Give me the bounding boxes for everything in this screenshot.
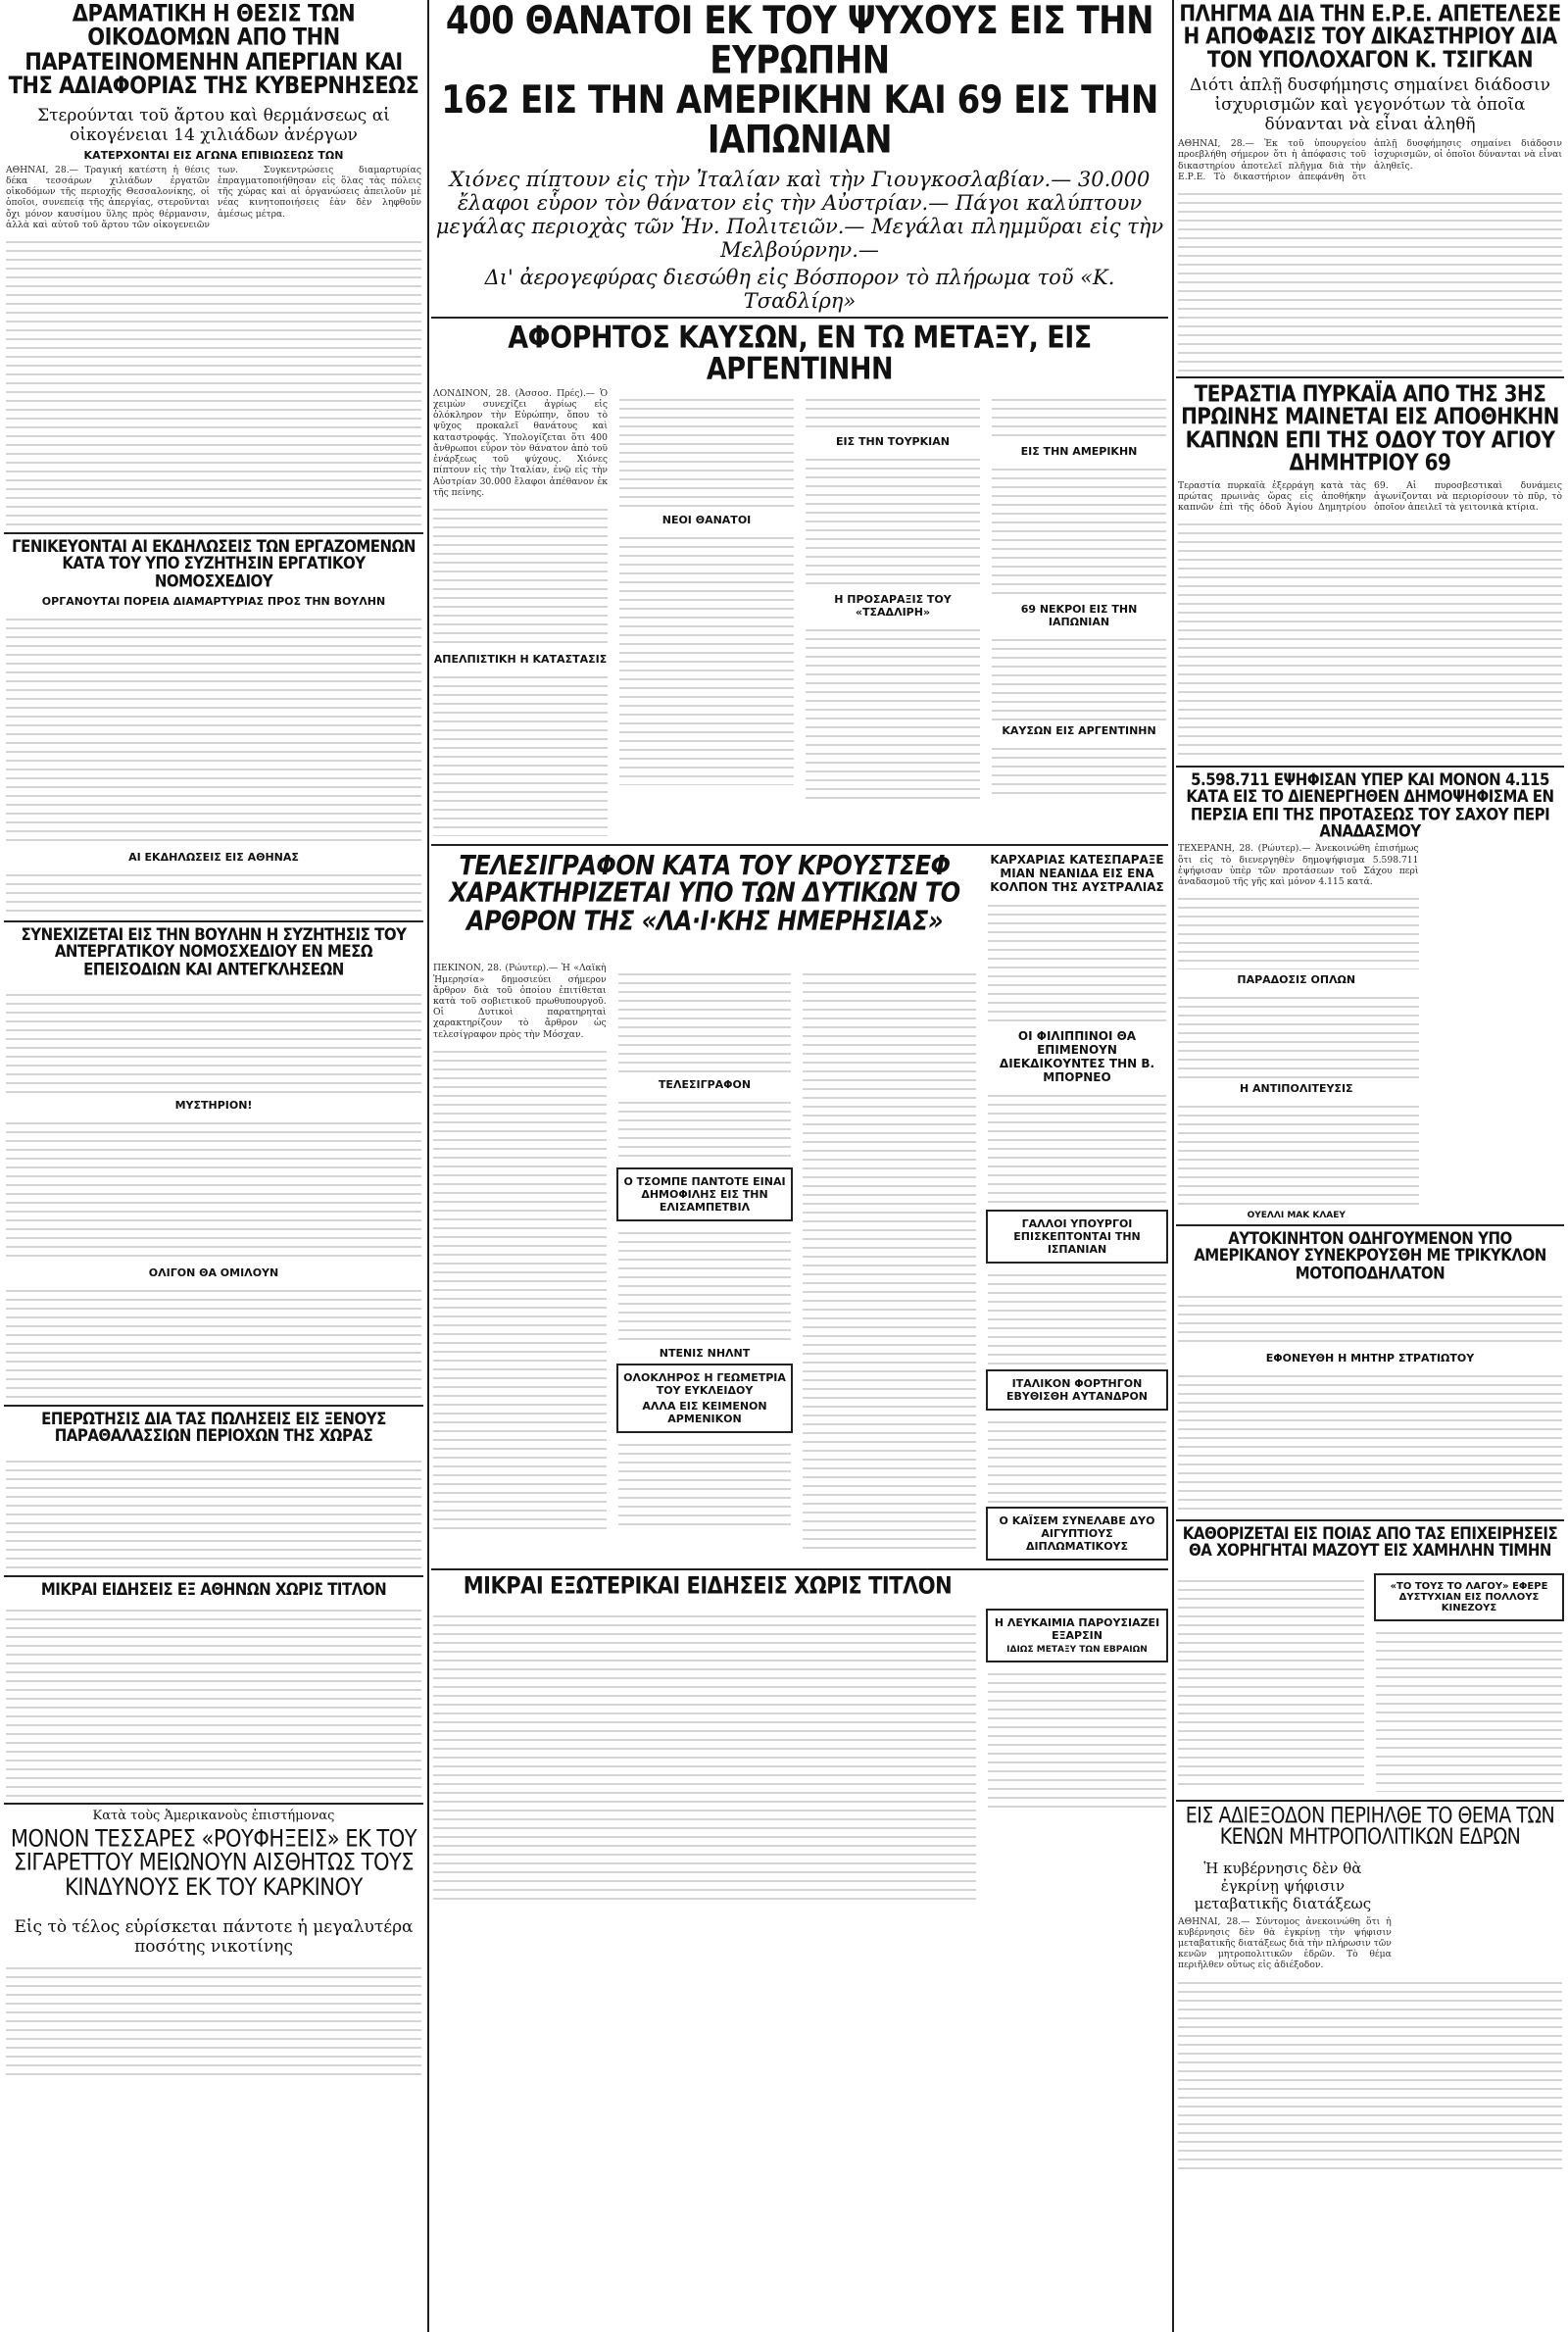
divider — [1176, 1800, 1564, 1802]
body-filler — [6, 1960, 421, 2078]
body-ere: ΑΘΗΝΑΙ, 28.— Ἐκ τοῦ ὑπουργείου προεβλήθη σήμερον ὅτι ἡ ἀπόφασις τοῦ δικαστηρίου ἀποτελεῖ πλῆγμα διὰ τὴν Ε.Ρ.Ε. Τὸ δικαστήριον ἀπεφάνθη ὅτι ἁπλῇ δυσφήμησις σημαίνει διάδοσιν ἰσχυρισμῶν, οἱ ὁποῖοι δύνανται νὰ εἶναι ἀληθεῖς. — [1178, 138, 1562, 182]
sub-cairo: Ο ΚΑΪΣΕΜ ΣΥΝΕΛΑΒΕ ΔΥΟ ΑΙΓΥΠΤΙΟΥΣ ΔΙΠΛΩΜΑΤΙΚΟΥΣ — [999, 1513, 1155, 1553]
sub-america: ΕΙΣ ΤΗΝ ΑΜΕΡΙΚΗΝ — [1020, 444, 1138, 458]
sub-armenian: ΑΛΛΑ ΕΙΣ ΚΕΙΜΕΝΟΝ ΑΡΜΕΝΙΚΟΝ — [642, 1400, 767, 1426]
body-filler — [6, 1603, 421, 1799]
sub-mystery: ΜΥΣΤΗΡΙΟΝ! — [174, 1098, 253, 1112]
sub-japan: 69 ΝΕΚΡΟΙ ΕΙΣ ΤΗΝ ΙΑΠΩΝΙΑΝ — [1020, 602, 1138, 628]
sub-tshombe: Ο ΤΣΟΜΠΕ ΠΑΝΤΟΤΕ ΕΙΝΑΙ ΔΗΜΟΦΙΛΗΣ ΕΙΣ ΤΗΝ ΕΛΙΣΑΜΠΕΤΒΙΛ — [623, 1175, 786, 1215]
body-filler — [6, 987, 421, 1095]
divider — [4, 1575, 423, 1577]
body-filler — [618, 1437, 792, 1525]
headline-athens-news: ΜΙΚΡΑΙ ΕΙΔΗΣΕΙΣ ΕΞ ΑΘΗΝΩΝ ΧΩΡΙΣ ΤΙΤΛΟΝ — [40, 1579, 387, 1600]
headline-fire: ΤΕΡΑΣΤΙΑ ΠΥΡΚΑΪΑ ΑΠΟ ΤΗΣ 3ΗΣ ΠΡΩΙΝΗΣ ΜΑΙΝΕΤΑΙ ΕΙΣ ΑΠΟΘΗΚΗΝ ΚΑΠΝΩΝ ΕΠΙ ΤΗΣ ΟΔΟΥ ΤΟΥ ΑΓΙΟΥ ΔΗΜΗΤΡΙΟΥ 69 — [1181, 379, 1559, 476]
side-briefs — [986, 850, 1168, 1564]
tele-col-2 — [616, 963, 794, 1559]
body-filler — [619, 392, 794, 510]
banner-america-japan: 162 ΕΙΣ ΤΗΝ ΑΜΕΡΙΚΗΝ ΚΑΙ 69 ΕΙΣ ΤΗΝ ΙΑΠΩΝΙΑΝ — [441, 77, 1158, 163]
body-filler — [992, 632, 1166, 720]
leukemia-block — [986, 1605, 1168, 1907]
story-grid-mid — [431, 850, 1168, 1564]
sub-march: ΟΡΓΑΝΟΥΤΑΙ ΠΟΡΕΙΑ ΔΙΑΜΑΡΤΥΡΙΑΣ ΠΡΟΣ ΤΗΝ ΒΟΥΛΗΝ — [41, 594, 386, 608]
sub-new-deaths: ΝΕΟΙ ΘΑΝΑΤΟΙ — [662, 513, 752, 526]
body-persia: ΤΕΧΕΡΑΝΗ, 28. (Ρώυτερ).— Ἀνεκοινώθη ἐπισήμως ὅτι εἰς τὸ διενεργηθὲν δημοψήφισμα 5.598.711 ἐψήφισαν ὑπὲρ τῶν προτάσεων τοῦ Σάχου περὶ ἀναδασμοῦ τῆς γῆς καὶ μόνον 4.115 κατά. — [1178, 843, 1419, 888]
headline-heat-argentina: ΑΦΟΡΗΤΟΣ ΚΑΥΣΩΝ, ΕΝ ΤΩ ΜΕΤΑΞΥ, ΕΙΣ ΑΡΓΕΝΤΙΝΗΝ — [508, 320, 1092, 386]
sub-rescue: Η ΠΡΟΣΑΡΑΞΙΣ ΤΟΥ «ΤΣΑΔΛΙΡΗ» — [834, 592, 952, 619]
body-filler — [6, 234, 421, 528]
sub-mother-killed: ΕΦΟΝΕΥΘΗ Η ΜΗΤΗΡ ΣΤΡΑΤΙΩΤΟΥ — [1265, 1352, 1475, 1365]
body-filler — [433, 1044, 607, 1534]
box-leukemia — [986, 1609, 1168, 1662]
headline-foreign-briefs: ΜΙΚΡΑΙ ΕΞΩΤΕΡΙΚΑΙ ΕΙΔΗΣΕΙΣ ΧΩΡΙΣ ΤΙΤΛΟΝ — [463, 1571, 953, 1600]
left-column — [4, 0, 423, 2332]
body-filler — [1178, 186, 1562, 372]
box-italian — [986, 1369, 1168, 1411]
story-col-2 — [617, 388, 796, 840]
body-filler — [1376, 1625, 1562, 1792]
box-cairo — [986, 1507, 1168, 1561]
headline-cigarette: ΜΟΝΟΝ ΤΕΣΣΑΡΕΣ «ΡΟΥΦΗΞΕΙΣ» ΕΚ ΤΟΥ ΣΙΓΑΡΕΤΤΟΥ ΜΕΙΩΝΟΥΝ ΑΙΣΘΗΤΩΣ ΤΟΥΣ ΚΙΝΔΥΝΟΥΣ ΕΚ ΤΟΥ ΚΑΡΚΙΝΟΥ — [10, 1824, 417, 1901]
headline-khrushchev: ΤΕΛΕΣΙΓΡΑΦΟΝ ΚΑΤΑ ΤΟΥ ΚΡΟΥΣΤΣΕΦ ΧΑΡΑΚΤΗΡΙΖΕΤΑΙ ΥΠΟ ΤΩΝ ΔΥΤΙΚΩΝ ΤΟ ΑΡΘΡΟΝ ΤΗΣ «ΛΑ·Ι·ΚΗΣ ΗΜΕΡΗΣΙΑΣ» — [449, 849, 960, 937]
headline-persia-vote: 5.598.711 ΕΨΗΦΙΣΑΝ ΥΠΕΡ ΚΑΙ ΜΟΝΟΝ 4.115 ΚΑΤΑ ΕΙΣ ΤΟ ΔΙΕΝΕΡΓΗΘΕΝ ΔΗΜΟΨΗΦΙΣΜΑ ΕΝ ΠΕΡΣΙΑ ΕΠΙ ΤΗΣ ΠΡΟΤΑΣΕΩΣ ΤΟΥ ΣΑΧΟΥ ΠΕΡΙ ΑΝΑΔΑΣΜΟΥ — [1186, 769, 1554, 842]
box-gallic — [986, 1210, 1168, 1264]
rabbit-col — [1374, 1569, 1564, 1796]
sub-italian: ΙΤΑΛΙΚΟΝ ΦΟΡΤΗΓΟΝ ΕΒΥΘΙΣΘΗ ΑΥΤΑΝΔΡΟΝ — [1005, 1376, 1149, 1403]
divider — [4, 1803, 423, 1805]
box-euclid — [616, 1364, 794, 1433]
body-filler — [1178, 1368, 1562, 1515]
body-filler — [6, 1116, 421, 1263]
sub-opposition: Η ΑΝΤΙΠΟΛΙΤΕΥΣΙΣ — [1239, 1082, 1353, 1096]
body-filler — [803, 967, 976, 1555]
divider — [431, 317, 1168, 319]
sub-heat: ΚΑΥΣΩΝ ΕΙΣ ΑΡΓΕΝΤΙΝΗΝ — [1002, 723, 1156, 737]
divider — [4, 920, 423, 922]
sub-builders: ΚΑΤΕΡΧΟΝΤΑΙ ΕΙΣ ΑΓΩΝΑ ΕΠΙΒΙΩΣΕΩΣ ΤΩΝ — [83, 148, 344, 162]
body-filler — [806, 452, 980, 589]
story-col-3 — [804, 388, 982, 840]
deck-metropolitan: Ἡ κυβέρνησις δὲν θὰ ἐγκρίνῃ ψήφισιν μεταβατικῆς διατάξεως — [1194, 1859, 1372, 1912]
body-filler — [1178, 1975, 1562, 2171]
body-filler — [433, 1609, 976, 1903]
sub-weapons: ΠΑΡΑΔΟΣΙΣ ΟΠΛΩΝ — [1237, 973, 1356, 987]
body-filler — [992, 462, 1166, 599]
body-filler — [433, 670, 608, 836]
headline-metropolitan: ΕΙΣ ΑΔΙΕΞΟΔΟΝ ΠΕΡΙΗΛΘΕ ΤΟ ΘΕΜΑ ΤΩΝ ΚΕΝΩΝ ΜΗΤΡΟΠΟΛΙΤΙΚΩΝ ΕΔΡΩΝ — [1185, 1803, 1555, 1851]
body-filler — [6, 868, 421, 917]
mazut-grid — [1176, 1569, 1564, 1796]
sub-tele: ΤΕΛΕΣΙΓΡΑΦΟΝ — [658, 1078, 752, 1092]
sub-state: ΑΠΕΛΠΙΣΤΙΚΗ Η ΚΑΤΑΣΤΑΣΙΣ — [433, 652, 608, 666]
body-filler — [1178, 990, 1419, 1078]
tele-col-3 — [801, 963, 978, 1559]
sub-leukemia-2: ΙΔΙΩΣ ΜΕΤΑΞΥ ΤΩΝ ΕΒΡΑΙΩΝ — [1006, 1645, 1148, 1656]
headline-coastal: ΕΠΕΡΩΤΗΣΙΣ ΔΙΑ ΤΑΣ ΠΩΛΗΣΕΙΣ ΕΙΣ ΞΕΝΟΥΣ ΠΑΡΑΘΑΛΑΣΣΙΩΝ ΠΕΡΙΟΧΩΝ ΤΗΣ ΧΩΡΑΣ — [41, 1408, 386, 1446]
body-filler — [992, 741, 1166, 800]
body-filler — [1178, 517, 1562, 762]
sub-euclid: ΟΛΟΚΛΗΡΟΣ Η ΓΕΩΜΕΤΡΙΑ ΤΟΥ ΕΥΚΛΕΙΔΟΥ — [623, 1371, 786, 1398]
body-builders: ΑΘΗΝΑΙ, 28.— Τραγική κατέστη ἡ θέσις δέκα τεσσάρων χιλιάδων ἐργατῶν οἰκοδόμων τῆς περιοχῆς Θεσσαλονίκης, οἱ ὁποῖοι, συνεπείᾳ τῆς ἀπεργίας, στεροῦνται ὄχι μόνον καυσίμου ὕλης πρὸς θέρμανσιν, ἀλλὰ καὶ αὐτοῦ τοῦ ἄρτου τῶν οἰκογενειῶν των. Συγκεντρώσεις διαμαρτυρίας ἐπραγματοποιήθησαν εἰς ὅλας τὰς πόλεις τῆς χώρας καὶ αἱ ὀργανώσεις ἀπειλοῦν μὲ νέας κινητοποιήσεις ἐὰν δὲν ληφθοῦν ἀμέσως μέτρα. — [6, 164, 421, 230]
body-filler — [988, 1414, 1166, 1503]
body-metropolitan: ΑΘΗΝΑΙ, 28.— Σύντομος ἀνεκοινώθη ὅτι ἡ κυβέρνησις δὲν θὰ ἐγκρίνῃ τὴν ψήφισιν μεταβατικῆς διατάξεως διὰ τὴν πλήρωσιν τῶν κενῶν μητροπολιτικῶν ἑδρῶν. Τὸ θέμα περιῆλθεν οὕτως εἰς ἀδιέξοδον. — [1178, 1915, 1392, 1971]
headline-workers-bill: ΓΕΝΙΚΕΥΟΝΤΑΙ ΑΙ ΕΚΔΗΛΩΣΕΙΣ ΤΩΝ ΕΡΓΑΖΟΜΕΝΩΝ ΚΑΤΑ ΤΟΥ ΥΠΟ ΣΥΖΗΤΗΣΙΝ ΕΡΓΑΤΙΚΟΥ ΝΟΜΟΣΧΕΔΙΟΥ — [12, 535, 416, 591]
story-col-1 — [431, 388, 610, 840]
sub-sharks: ΚΑΡΧΑΡΙΑΣ ΚΑΤΕΣΠΑΡΑΞΕ ΜΙΑΝ ΝΕΑΝΙΔΑ ΕΙΣ ΕΝΑ ΚΟΛΠΟΝ ΤΗΣ ΑΥΣΤΡΑΛΙΑΣ — [990, 852, 1164, 894]
body-filler — [6, 612, 421, 847]
mazut-col — [1176, 1569, 1366, 1796]
sub-athens: ΑΙ ΕΚΔΗΛΩΣΕΙΣ ΕΙΣ ΑΘΗΝΑΣ — [128, 850, 299, 864]
body-filler — [988, 898, 1166, 1025]
box-rabbit — [1374, 1573, 1564, 1621]
right-column — [1176, 0, 1564, 2332]
headline-mazut: ΚΑΘΟΡΙΖΕΤΑΙ ΕΙΣ ΠΟΙΑΣ ΑΠΟ ΤΑΣ ΕΠΙΧΕΙΡΗΣΕΙΣ ΘΑ ΧΟΡΗΓΗΤΑΙ ΜΑΖΟΥΤ ΕΙΣ ΧΑΜΗΛΗΝ ΤΙΜΗΝ — [1182, 1522, 1558, 1562]
deck-builders: Στερούνται τοῦ ἄρτου καὶ θερμάνσεως αἱ οἰκογένειαι 14 χιλιάδων ἀνέργων — [37, 105, 390, 145]
body-filler — [433, 502, 608, 649]
sub-leukemia: Η ΛΕΥΚΑΙΜΙΑ ΠΑΡΟΥΣΙΑΖΕΙ ΕΞΑΡΣΙΝ — [994, 1616, 1160, 1643]
divider — [4, 532, 423, 534]
body-cold: ΛΟΝΔΙΝΟΝ, 28. (Ἀσσοσ. Πρές).— Ὁ χειμὼν συνεχίζει ἀγρίως εἰς ὁλόκληρον τὴν Εὐρώπην, ὅπου τὸ ψῦχος προκαλεῖ θανάτους καὶ καταστροφάς. Ὑπολογίζεται ὅτι 400 ἄνθρωποι εὗρον τὸν θάνατον ἀπὸ τοῦ ἐνάρξεως τοῦ ψύχους. Χιόνες πίπτουν εἰς τὴν Ἰταλίαν, ἐνῷ εἰς τὴν Αὐστρίαν 30.000 ἔλαφοι ἀπέθανον ἐκ τῆς πείνης. — [433, 387, 608, 498]
body-filler — [806, 622, 980, 799]
deck-cigarette: Εἰς τὸ τέλος εὑρίσκεται πάντοτε ἡ μεγαλυτέρα ποσότης νικοτίνης — [14, 1916, 414, 1957]
sub-gallic: ΓΑΛΛΟΙ ΥΠΟΥΡΓΟΙ ΕΠΙΣΚΕΠΤΟΝΤΑΙ ΤΗΝ ΙΣΠΑΝΙΑΝ — [1013, 1216, 1141, 1256]
sub-byline: ΟΥΕΛΛΙ ΜΑΚ ΚΛΑΕΥ — [1247, 1211, 1346, 1221]
body-filler — [618, 967, 792, 1074]
headline-car-crash: ΑΥΤΟΚΙΝΗΤΟΝ ΟΔΗΓΟΥΜΕΝΟΝ ΥΠΟ ΑΜΕΡΙΚΑΝΟΥ ΣΥΝΕΚΡΟΥΣΘΗ ΜΕ ΤΡΙΚΥΚΛΟΝ ΜΟΤΟΠΟΔΗΛΑΤΟΝ — [1194, 1228, 1546, 1283]
divider — [1176, 766, 1564, 768]
tele-body — [431, 963, 978, 1559]
sub-nhnt: ΝΤΕΝΙΣ ΝΗΛΝΤ — [659, 1347, 751, 1361]
body-filler — [992, 392, 1166, 441]
banner-europe-cold: 400 ΘΑΝΑΤΟΙ ΕΚ ΤΟΥ ΨΥΧΟΥΣ ΕΙΣ ΤΗΝ ΕΥΡΩΠΗΝ — [445, 0, 1154, 83]
tele-col-1 — [431, 963, 609, 1559]
story-grid-bottom — [431, 1605, 1168, 1907]
sub-phil: ΟΙ ΦΙΛΙΠΠΙΝΟΙ ΘΑ ΕΠΙΜΕΝΟΥΝ ΔΙΕΚΔΙΚΟΥΝΤΕΣ ΤΗΝ Β. ΜΠΟΡΝΕΟ — [999, 1028, 1155, 1084]
headline-ere-court: ΠΛΗΓΜΑ ΔΙΑ ΤΗΝ Ε.Ρ.Ε. ΑΠΕΤΕΛΕΣΕ Η ΑΠΟΦΑΣΙΣ ΤΟΥ ΔΙΚΑΣΤΗΡΙΟΥ ΔΙΑ ΤΟΝ ΥΠΟΛΟΧΑΓΟΝ Κ. ΤΣΙΓΚΑΝ — [1179, 0, 1561, 74]
divider — [1176, 376, 1564, 378]
body-filler — [988, 1267, 1166, 1365]
body-filler — [806, 392, 980, 431]
body-filler — [1178, 891, 1419, 969]
body-filler — [988, 1088, 1166, 1206]
box-tshombe — [616, 1167, 794, 1221]
body-filler — [1178, 1289, 1562, 1348]
body-tele: ΠΕΚΙΝΟΝ, 28. (Ρώυτερ).— Ἡ «Λαϊκὴ Ἡμερησία» δημοσιεύει σήμερον ἄρθρον διὰ τοῦ ὁποίου ἐπιτίθεται κατὰ τοῦ σοβιετικοῦ πρωθυπουργοῦ. Οἱ Δυτικοὶ παρατηρηταὶ χαρακτηρίζουν τὸ ἄρθρον ὡς τελεσίγραφον πρὸς τὴν Μόσχαν. — [433, 963, 607, 1040]
headline-parliament: ΣΥΝΕΧΙΖΕΤΑΙ ΕΙΣ ΤΗΝ ΒΟΥΛΗΝ Η ΣΥΖΗΤΗΣΙΣ ΤΟΥ ΑΝΤΕΡΓΑΤΙΚΟΥ ΝΟΜΟΣΧΕΔΙΟΥ ΕΝ ΜΕΣΩ ΕΠΕΙΣΟΔΙΩΝ ΚΑΙ ΑΝΤΕΓΚΛΗΣΕΩΝ — [21, 923, 407, 979]
column-rule — [1172, 0, 1174, 2332]
body-filler — [618, 1095, 792, 1164]
kicker-cigarette: Κατὰ τοὺς Ἀμερικανοὺς ἐπιστήμονας — [92, 1808, 335, 1823]
body-filler — [619, 530, 794, 785]
sub-turkey: ΕΙΣ ΤΗΝ ΤΟΥΡΚΙΑΝ — [836, 434, 950, 448]
deck-cold: Χιόνες πίπτουν εἰς τὴν Ἰταλίαν καὶ τὴν Γιουγκοσλαβίαν.— 30.000 ἔλαφοι εὗρον τὸν θάνατον εἰς τὴν Αὐστρίαν.— Πάγοι καλύπτουν μεγάλας περιοχὰς τῶν Ἡν. Πολιτειῶν.— Μεγάλαι πλημμῦραι εἰς τὴν Μελβούρνην.— — [435, 167, 1164, 262]
body-fire: Τεραστία πυρκαϊὰ ἐξερράγη κατὰ τὰς πρώτας πρωινὰς ὥρας εἰς ἀποθήκην καπνῶν ἐπὶ τῆς ὁδοῦ Ἁγίου Δημητρίου 69. Αἱ πυροσβεστικαὶ δυνάμεις ἀγωνίζονται νὰ περιορίσουν τὸ πῦρ, τὸ ὁποῖον ἀπειλεῖ τὰ γειτονικὰ κτίρια. — [1178, 479, 1562, 514]
deck-rescue: Δι' ἀερογεφύρας διεσώθη εἰς Βόσπορον τὸ πλήρωμα τοῦ «Κ. Τσαδλίρη» — [484, 265, 1115, 313]
sub-rabbit: «ΤΟ ΤΟΥΣ ΤΟ ΛΑΓΟΥ» ΕΦΕΡΕ ΔΥΣΤΥΧΙΑΝ ΕΙΣ ΠΟΛΛΟΥΣ ΚΙΝΕΖΟΥΣ — [1390, 1580, 1548, 1613]
divider — [431, 1568, 1168, 1570]
body-filler — [6, 1283, 421, 1401]
divider — [1176, 1224, 1564, 1226]
body-filler — [988, 1666, 1166, 1813]
center-column — [431, 0, 1168, 2332]
divider — [4, 1405, 423, 1407]
tele-block — [431, 850, 978, 1564]
body-filler — [6, 1454, 421, 1571]
body-filler — [618, 1225, 792, 1343]
story-grid-top — [431, 388, 1168, 840]
briefs-body — [431, 1605, 978, 1907]
sub-speak: ΟΛΙΓΟΝ ΘΑ ΟΜΙΛΟΥΝ — [148, 1265, 279, 1279]
divider — [431, 844, 1168, 846]
body-filler — [1178, 1099, 1419, 1207]
story-col-4 — [990, 388, 1168, 840]
headline-builders-strike: ΔΡΑΜΑΤΙΚΗ Η ΘΕΣΙΣ ΤΩΝ ΟΙΚΟΔΟΜΩΝ ΑΠΟ ΤΗΝ ΠΑΡΑΤΕΙΝΟΜΕΝΗΝ ΑΠΕΡΓΙΑΝ ΚΑΙ ΤΗΣ ΑΔΙΑΦΟΡΙΑΣ ΤΗΣ ΚΥΒΕΡΝΗΣΕΩΣ — [8, 0, 419, 100]
divider — [1176, 1519, 1564, 1521]
column-rule — [427, 0, 429, 2332]
body-filler — [1178, 1573, 1364, 1789]
deck-ere: Διότι ἁπλῇ δυσφήμησις σημαίνει διάδοσιν ἰσχυρισμῶν καὶ γεγονότων τὰ ὁποῖα δύνανται νὰ εἶναι ἀληθῆ — [1189, 75, 1550, 135]
